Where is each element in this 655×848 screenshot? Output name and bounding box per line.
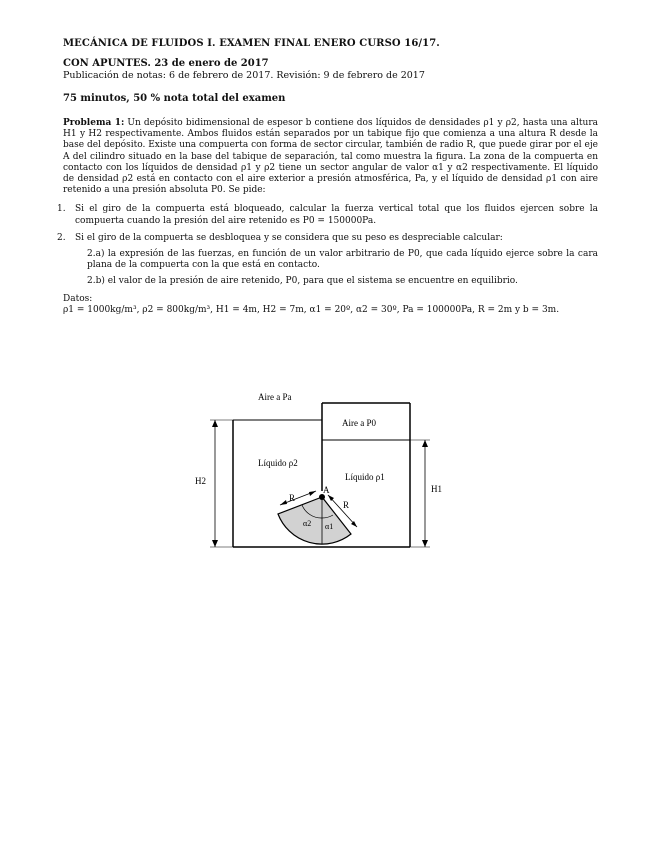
problem-label: Problema 1: <box>63 118 125 128</box>
label-alpha-2: α2 <box>303 519 312 528</box>
label-axis-a: A <box>323 485 330 495</box>
gate-sector <box>278 497 351 544</box>
subquestion-b: 2.b) el valor de la presión de aire retenido, P0, para que el sistema se encuentre en equilibrio. <box>87 276 518 287</box>
question-item <box>57 232 598 288</box>
label-alpha-1: α1 <box>325 522 334 531</box>
data-label: Datos: <box>63 293 93 304</box>
label-h2: H2 <box>195 476 206 486</box>
label-air-outside: Aire a Pa <box>258 392 292 402</box>
question-text: Si el giro de la compuerta se desbloquea y se considera que su peso es despreciable calcular: <box>75 232 503 243</box>
label-air-inside: Aire a P0 <box>342 418 376 428</box>
exam-duration: 75 minutos, 50 % nota total del examen <box>63 93 286 104</box>
data-block <box>63 294 598 316</box>
problem-text: Un depósito bidimensional de espesor b contiene dos líquidos de densidades ρ1 y ρ2, hasta una altura H1 y H2 respectivamente. Ambos fluidos están separados por un tabique fijo que comienza a una altura R desde la base del depósito. Existe una compuerta con forma de sector circular, también de radio R, que puede girar por el eje A del cilindro situado en la base del tabique de separación, tal como muestra la figura. La zona de la compuerta en contacto con los líquidos de densidad ρ1 y ρ2 tiene un sector angular de valor α1 y α2 respectivamente. El líquido de densidad ρ2 está en contacto con el aire exterior a presión atmosférica, Pa, y el líquido de densidad ρ1 con aire retenido a una presión absoluta P0. Se pide: <box>63 118 598 196</box>
subquestion-a: 2.a) la expresión de las fuerzas, en función de un valor arbitrario de P0, que cada líquido ejerce sobre la cara plana de la compuerta con la que está en contacto. <box>87 249 598 271</box>
tank-diagram <box>190 385 450 555</box>
data-values: ρ1 = 1000kg/m³, ρ2 = 800kg/m³, H1 = 4m, H2 = 7m, α1 = 20º, α2 = 30º, Pa = 100000Pa, R = 2m y b = 3m. <box>63 304 560 315</box>
question-number: 2. <box>57 232 66 243</box>
exam-subtitle: CON APUNTES. 23 de enero de 2017 <box>63 58 269 69</box>
exam-page <box>57 38 598 316</box>
publication-dates: Publicación de notas: 6 de febrero de 2017. Revisión: 9 de febrero de 2017 <box>63 70 425 81</box>
question-item <box>57 204 598 226</box>
label-liquid-2: Líquido ρ2 <box>258 458 298 468</box>
label-radius-right: R <box>343 500 350 510</box>
question-number: 1. <box>57 204 66 215</box>
label-h1: H1 <box>431 484 442 494</box>
problem-statement <box>63 118 598 196</box>
question-list <box>57 204 598 287</box>
label-radius-left: R <box>289 493 296 503</box>
exam-title: MECÁNICA DE FLUIDOS I. EXAMEN FINAL ENERO CURSO 16/17. <box>63 38 440 49</box>
label-liquid-1: Líquido ρ1 <box>345 472 385 482</box>
question-text: Si el giro de la compuerta está bloqueado, calcular la fuerza vertical total que los fluidos ejercen sobre la compuerta cuando la presión del aire retenido es P0 = 150000Pa. <box>75 204 598 226</box>
